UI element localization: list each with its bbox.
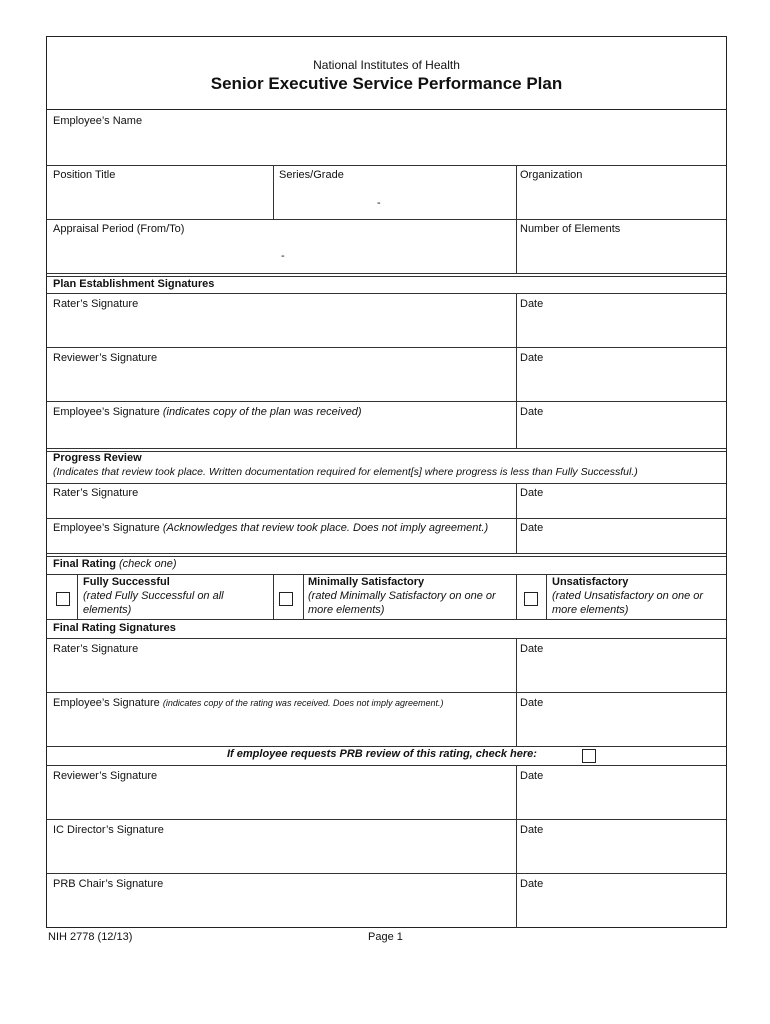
final-employee-date-label: Date (520, 697, 544, 709)
series-grade-label: Series/Grade (279, 169, 344, 181)
ic-director-date-label: Date (520, 824, 544, 836)
minimally-satisfactory-checkbox[interactable] (279, 592, 293, 606)
prb-review-request-label: If employee requests PRB review of this rating, check here: (227, 748, 537, 760)
employee-name-label: Employee’s Name (53, 115, 143, 127)
final-rater-signature-field[interactable] (47, 640, 516, 692)
plan-rater-date-field[interactable] (517, 295, 727, 347)
divider (47, 293, 726, 294)
final-rating-heading-note: (check one) (119, 558, 177, 570)
progress-employee-date-field[interactable] (517, 520, 727, 553)
reviewer-signature-label: Reviewer’s Signature (53, 770, 158, 782)
reviewer-date-field[interactable] (517, 767, 727, 819)
series-grade-field[interactable] (274, 167, 516, 219)
plan-employee-date-label: Date (520, 406, 544, 418)
final-rating-heading-text: Final Rating (53, 558, 116, 570)
plan-reviewer-signature-label: Reviewer’s Signature (53, 352, 158, 364)
position-title-field[interactable] (47, 167, 273, 219)
plan-employee-signature-field[interactable] (47, 403, 516, 448)
prb-review-checkbox[interactable] (582, 749, 596, 763)
ic-director-signature-field[interactable] (47, 821, 516, 873)
agency-name: National Institutes of Health (313, 58, 460, 72)
divider (47, 451, 726, 452)
divider (516, 574, 517, 619)
plan-reviewer-date-label: Date (520, 352, 544, 364)
plan-rater-date-label: Date (520, 298, 544, 310)
final-rating-heading (53, 558, 177, 570)
fully-successful-label: Fully Successful (83, 576, 170, 588)
divider (47, 574, 726, 575)
divider (47, 518, 726, 519)
organization-field[interactable] (517, 167, 727, 219)
prb-chair-signature-label: PRB Chair’s Signature (53, 878, 164, 890)
appraisal-period-label: Appraisal Period (From/To) (53, 223, 185, 235)
divider (47, 109, 726, 110)
divider (47, 483, 726, 484)
employee-name-field[interactable] (47, 115, 726, 163)
reviewer-date-label: Date (520, 770, 544, 782)
final-employee-signature-text: Employee’s Signature (53, 697, 160, 709)
divider (47, 556, 726, 557)
plan-employee-signature-text: Employee’s Signature (53, 406, 160, 418)
divider (47, 273, 726, 274)
unsatisfactory-label: Unsatisfactory (552, 576, 629, 588)
divider (303, 574, 304, 619)
number-of-elements-field[interactable] (517, 221, 727, 273)
progress-review-note: (Indicates that review took place. Written documentation required for element[s] where progress is less than Fully Successful.) (53, 466, 638, 478)
appraisal-period-separator: - (281, 250, 285, 262)
progress-rater-date-label: Date (520, 487, 544, 499)
form-number: NIH 2778 (12/13) (48, 931, 133, 943)
minimally-satisfactory-label: Minimally Satisfactory (308, 576, 425, 588)
prb-chair-date-label: Date (520, 878, 544, 890)
progress-review-heading: Progress Review (53, 452, 142, 464)
plan-employee-signature-note: (indicates copy of the plan was received) (162, 406, 362, 418)
number-of-elements-label: Number of Elements (520, 223, 621, 235)
page-number: Page 1 (368, 931, 403, 943)
ic-director-signature-label: IC Director’s Signature (53, 824, 164, 836)
plan-reviewer-signature-field[interactable] (47, 349, 516, 401)
divider (47, 638, 726, 639)
divider (47, 765, 726, 766)
divider (77, 574, 78, 619)
form-title: Senior Executive Service Performance Plan (210, 74, 563, 93)
appraisal-period-field[interactable] (47, 221, 516, 273)
progress-employee-signature-text: Employee’s Signature (53, 522, 160, 534)
divider (47, 276, 726, 277)
plan-reviewer-date-field[interactable] (517, 349, 727, 401)
final-employee-signature-note: (indicates copy of the rating was received. Does not imply agreement.) (162, 698, 444, 708)
final-employee-date-field[interactable] (517, 694, 727, 746)
progress-employee-signature-note: (Acknowledges that review took place. Does not imply agreement.) (162, 522, 489, 534)
divider (47, 401, 726, 402)
unsatisfactory-checkbox[interactable] (524, 592, 538, 606)
minimally-satisfactory-description-cont: more elements) (308, 604, 385, 616)
divider (273, 574, 274, 619)
plan-employee-date-field[interactable] (517, 403, 727, 448)
final-rater-date-label: Date (520, 643, 544, 655)
minimally-satisfactory-description: (rated Minimally Satisfactory on one or (308, 590, 496, 602)
final-employee-signature-field[interactable] (47, 694, 516, 746)
performance-plan-form (46, 36, 727, 928)
progress-rater-signature-label: Rater’s Signature (53, 487, 139, 499)
divider (47, 347, 726, 348)
divider (47, 448, 726, 449)
divider (47, 219, 726, 220)
final-rater-signature-label: Rater’s Signature (53, 643, 139, 655)
series-grade-separator: - (377, 197, 381, 209)
plan-rater-signature-label: Rater’s Signature (53, 298, 139, 310)
prb-chair-date-field[interactable] (517, 875, 727, 927)
plan-rater-signature-field[interactable] (47, 295, 516, 347)
final-rater-date-field[interactable] (517, 640, 727, 692)
divider (47, 619, 726, 620)
progress-employee-date-label: Date (520, 522, 544, 534)
divider (47, 165, 726, 166)
fully-successful-description: (rated Fully Successful on all (83, 590, 224, 602)
unsatisfactory-description: (rated Unsatisfactory on one or (552, 590, 704, 602)
divider (47, 819, 726, 820)
reviewer-signature-field[interactable] (47, 767, 516, 819)
final-rating-signatures-heading: Final Rating Signatures (53, 622, 176, 634)
ic-director-date-field[interactable] (517, 821, 727, 873)
fully-successful-description-cont: elements) (83, 604, 132, 616)
position-title-label: Position Title (53, 169, 116, 181)
progress-employee-signature-field[interactable] (47, 520, 516, 553)
divider (47, 692, 726, 693)
fully-successful-checkbox[interactable] (56, 592, 70, 606)
progress-rater-date-field[interactable] (517, 485, 727, 517)
unsatisfactory-description-cont: more elements) (552, 604, 629, 616)
divider (546, 574, 547, 619)
divider (47, 553, 726, 554)
plan-establishment-heading: Plan Establishment Signatures (53, 278, 215, 290)
prb-chair-signature-field[interactable] (47, 875, 516, 927)
divider (47, 873, 726, 874)
divider (47, 746, 726, 747)
organization-label: Organization (520, 169, 583, 181)
progress-rater-signature-field[interactable] (47, 485, 516, 517)
